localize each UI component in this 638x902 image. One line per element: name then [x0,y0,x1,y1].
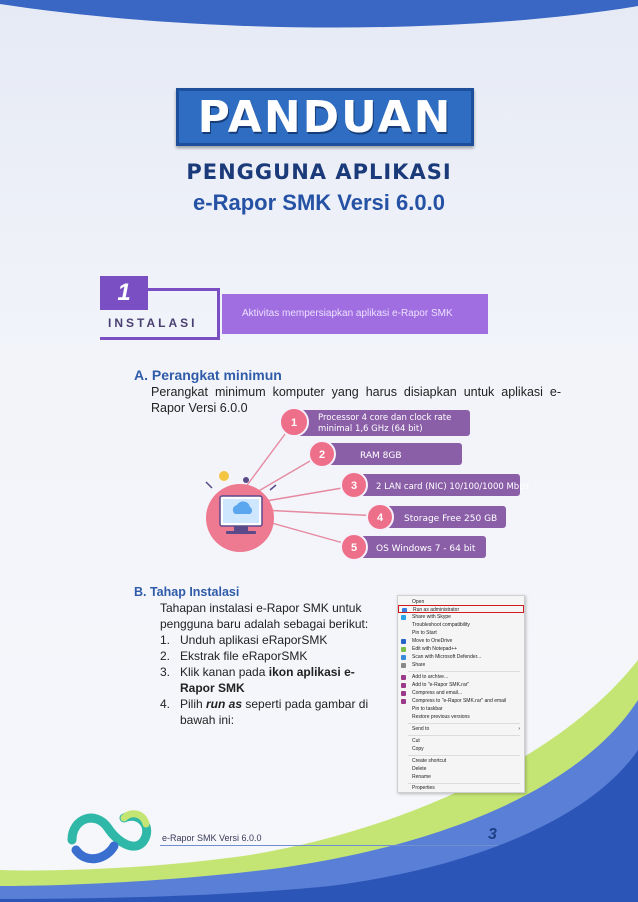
menu-item-defender[interactable] [398,653,524,661]
menu-divider [408,671,520,672]
requirement-text-5: OS Windows 7 - 64 bit [376,544,476,554]
menu-item-pin-start[interactable]: Pin to Start [412,630,437,636]
step-number: 2. [160,649,171,663]
menu-item-label: Move to OneDrive [412,638,453,644]
page-number: 3 [488,826,497,843]
menu-item-label: Compress and email... [412,690,463,696]
menu-item-label: Run as administrator [413,607,460,613]
step-text-post: seperti pada gambar di bawah ini: [180,697,369,727]
menu-item-add-archive[interactable] [398,673,524,681]
requirement-text-1a: Processor 4 core dan clock rate [318,413,452,423]
section-banner: Aktivitas mempersiapkan aplikasi e-Rapor SMK [222,294,488,334]
subtitle: PENGGUNA APLIKASI [186,160,452,184]
section-frame-top [148,288,220,291]
step-text: Unduh aplikasi eRaporSMK [180,633,328,647]
notepad-icon [401,647,406,652]
menu-item-copy[interactable]: Copy [412,746,424,752]
product-version-title: e-Rapor SMK Versi 6.0.0 [193,190,445,215]
step-text [180,696,370,728]
step-text-pre: Klik kanan pada [180,665,269,679]
menu-divider [408,735,520,736]
winrar-icon [401,675,406,680]
menu-item-restore[interactable]: Restore previous versions [412,714,470,720]
winrar-icon [401,699,406,704]
menu-item-notepad[interactable] [398,645,524,653]
heading-a: A. Perangkat minimun [134,367,282,383]
heading-b: B. Tahap Instalasi [134,585,240,599]
section-label: INSTALASI [108,316,198,330]
menu-item-compress-rar-email[interactable] [398,697,524,705]
skype-icon [401,615,406,620]
menu-item-add-rar[interactable] [398,681,524,689]
share-icon [401,663,406,668]
footer-text: e-Rapor SMK Versi 6.0.0 [162,833,262,843]
install-steps [160,632,370,728]
context-menu-screenshot [397,595,525,793]
step-number: 1. [160,633,171,647]
menu-divider [408,723,520,724]
shield-icon [402,608,407,613]
menu-item-create-shortcut[interactable]: Create shortcut [412,758,447,764]
menu-item-delete[interactable]: Delete [412,766,427,772]
requirement-num-1: 1 [290,417,298,429]
chevron-right-icon: › [518,726,520,732]
menu-item-label: Send to [412,726,430,732]
defender-icon [401,655,406,660]
winrar-icon [401,683,406,688]
menu-item-cut[interactable]: Cut [412,738,420,744]
menu-item-label: Edit with Notepad++ [412,646,458,652]
menu-item-send-to[interactable] [398,725,524,733]
list-item [160,664,370,696]
step-text-bold: run as [206,697,243,711]
requirement-text-2: RAM 8GB [360,451,402,461]
step-number: 4. [160,697,171,711]
onedrive-icon [401,639,406,644]
requirement-num-5: 5 [350,542,358,554]
menu-item-compress-email[interactable] [398,689,524,697]
menu-item-properties[interactable]: Properties [412,785,435,791]
list-item [160,632,370,648]
requirement-num-2: 2 [318,449,326,461]
requirement-num-3: 3 [350,480,358,492]
paragraph-b: Tahapan instalasi e-Rapor SMK untuk pengguna baru adalah sebagai berikut: [160,601,369,631]
menu-item-label: Compress to "e-Rapor SMK.rar" and email [412,698,507,704]
requirement-text-3: 2 LAN card (NIC) 10/100/1000 Mbps [376,482,530,492]
menu-item-onedrive[interactable] [398,637,524,645]
title-banner [176,88,474,146]
smk-logo [62,800,154,870]
menu-item-share[interactable] [398,661,524,669]
step-number: 3. [160,665,171,679]
paragraph-a: Perangkat minimum komputer yang harus disiapkan untuk aplikasi e-Rapor Versi 6.0.0 [151,385,561,415]
step-text: Ekstrak file eRaporSMK [180,649,308,663]
requirement-num-4: 4 [376,512,384,524]
menu-item-pin-taskbar[interactable]: Pin to taskbar [412,706,443,712]
step-text-pre: Pilih [180,697,207,711]
requirement-text-4: Storage Free 250 GB [404,514,498,524]
list-item [160,648,370,664]
menu-item-label: Share [412,662,426,668]
menu-item-label: Add to archive... [412,674,449,680]
winrar-icon [401,691,406,696]
menu-item-rename[interactable]: Rename [412,774,431,780]
step-text [180,664,370,696]
page-title: PANDUAN [197,91,453,143]
top-decor-band [0,0,638,70]
requirement-text-1b: minimal 1,6 GHz (64 bit) [318,424,423,434]
menu-item-share-skype[interactable] [398,613,524,621]
menu-item-troubleshoot[interactable]: Troubleshoot compatibility [412,622,470,628]
list-item [160,696,370,728]
menu-item-label: Share with Skype [412,614,451,620]
section-number: 1 [100,276,148,310]
menu-divider [408,755,520,756]
step-text-bold: ikon aplikasi e-Rapor SMK [180,665,355,695]
menu-item-open[interactable]: Open [412,599,425,605]
requirements-infographic [190,400,530,570]
menu-item-run-as-administrator[interactable] [398,605,524,613]
menu-item-label: Scan with Microsoft Defender... [412,654,482,660]
menu-item-label: Add to "e-Rapor SMK.rar" [412,682,470,688]
footer-divider [160,845,498,846]
